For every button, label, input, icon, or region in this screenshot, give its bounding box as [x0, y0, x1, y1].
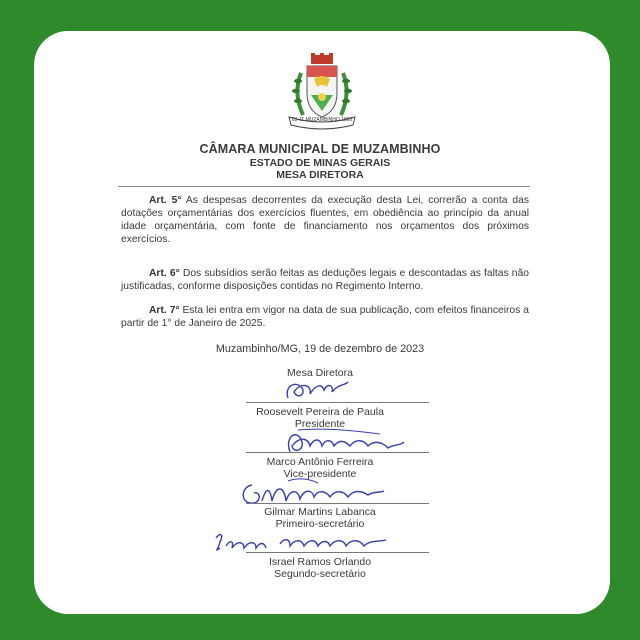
document-title: CÂMARA MUNICIPAL DE MUZAMBINHO [199, 142, 441, 156]
article-7-label: Art. 7° [149, 305, 180, 316]
signature-2-line [246, 452, 429, 453]
state-subtitle: ESTADO DE MINAS GERAIS [249, 157, 391, 169]
signatory-3-role: Primeiro-secretário [275, 518, 365, 530]
crest-ribbon [287, 117, 357, 123]
signature-3-line [246, 503, 429, 504]
signatory-2-name: Marco Antônio Ferreira [266, 456, 374, 468]
article-5 [121, 194, 529, 246]
article-7-text: Esta lei entra em vigor na data de sua publicação, com efeitos financeiros a partir de 1° de Janeiro de 2025. [121, 305, 529, 330]
signature-2-scribble [280, 426, 410, 458]
signatory-2-role: Vice-presidente [283, 468, 357, 480]
article-6-label: Art. 6° [149, 268, 180, 279]
article-6-text: Dos subsídios serão feitas as deduções legais e descontadas as faltas não justificadas, conforme disposições contidas no Regimento Interno. [121, 268, 529, 293]
signature-1-scribble [282, 378, 362, 404]
date-line: Muzambinho/MG, 19 de dezembro de 2023 [215, 343, 425, 355]
board-subtitle: MESA DIRETORA [276, 169, 364, 181]
signatory-3-name: Gilmar Martins Labanca [264, 506, 376, 518]
signatory-1-role: Presidente [294, 418, 346, 430]
signatory-1-name: Roosevelt Pereira de Paula [256, 406, 384, 418]
article-5-label: Art. 5° [149, 195, 182, 206]
signatory-4-name: Israel Ramos Orlando [268, 556, 372, 568]
article-7 [121, 304, 529, 330]
article-6 [121, 267, 529, 293]
header-divider [118, 186, 530, 187]
signatory-4-role: Segundo-secretário [274, 568, 366, 580]
signatures-title: Mesa Diretora [287, 367, 353, 379]
signature-1-line [246, 402, 429, 403]
crest-ribbon-right: 1880 [341, 117, 353, 123]
crest-ribbon-text: MUZAMBINHO [305, 117, 340, 123]
crest-ribbon-left: 03-11 [291, 117, 305, 123]
article-5-text: As despesas decorrentes da execução desta Lei, correrão a conta das dotações orçamentárias dos exercícios fluentes, em obediência ao princípio da anual idade orçamentária, com fonte de financiamento nos orçamentos dos próximos exercícios. [121, 195, 529, 246]
signature-4-line [246, 552, 429, 553]
